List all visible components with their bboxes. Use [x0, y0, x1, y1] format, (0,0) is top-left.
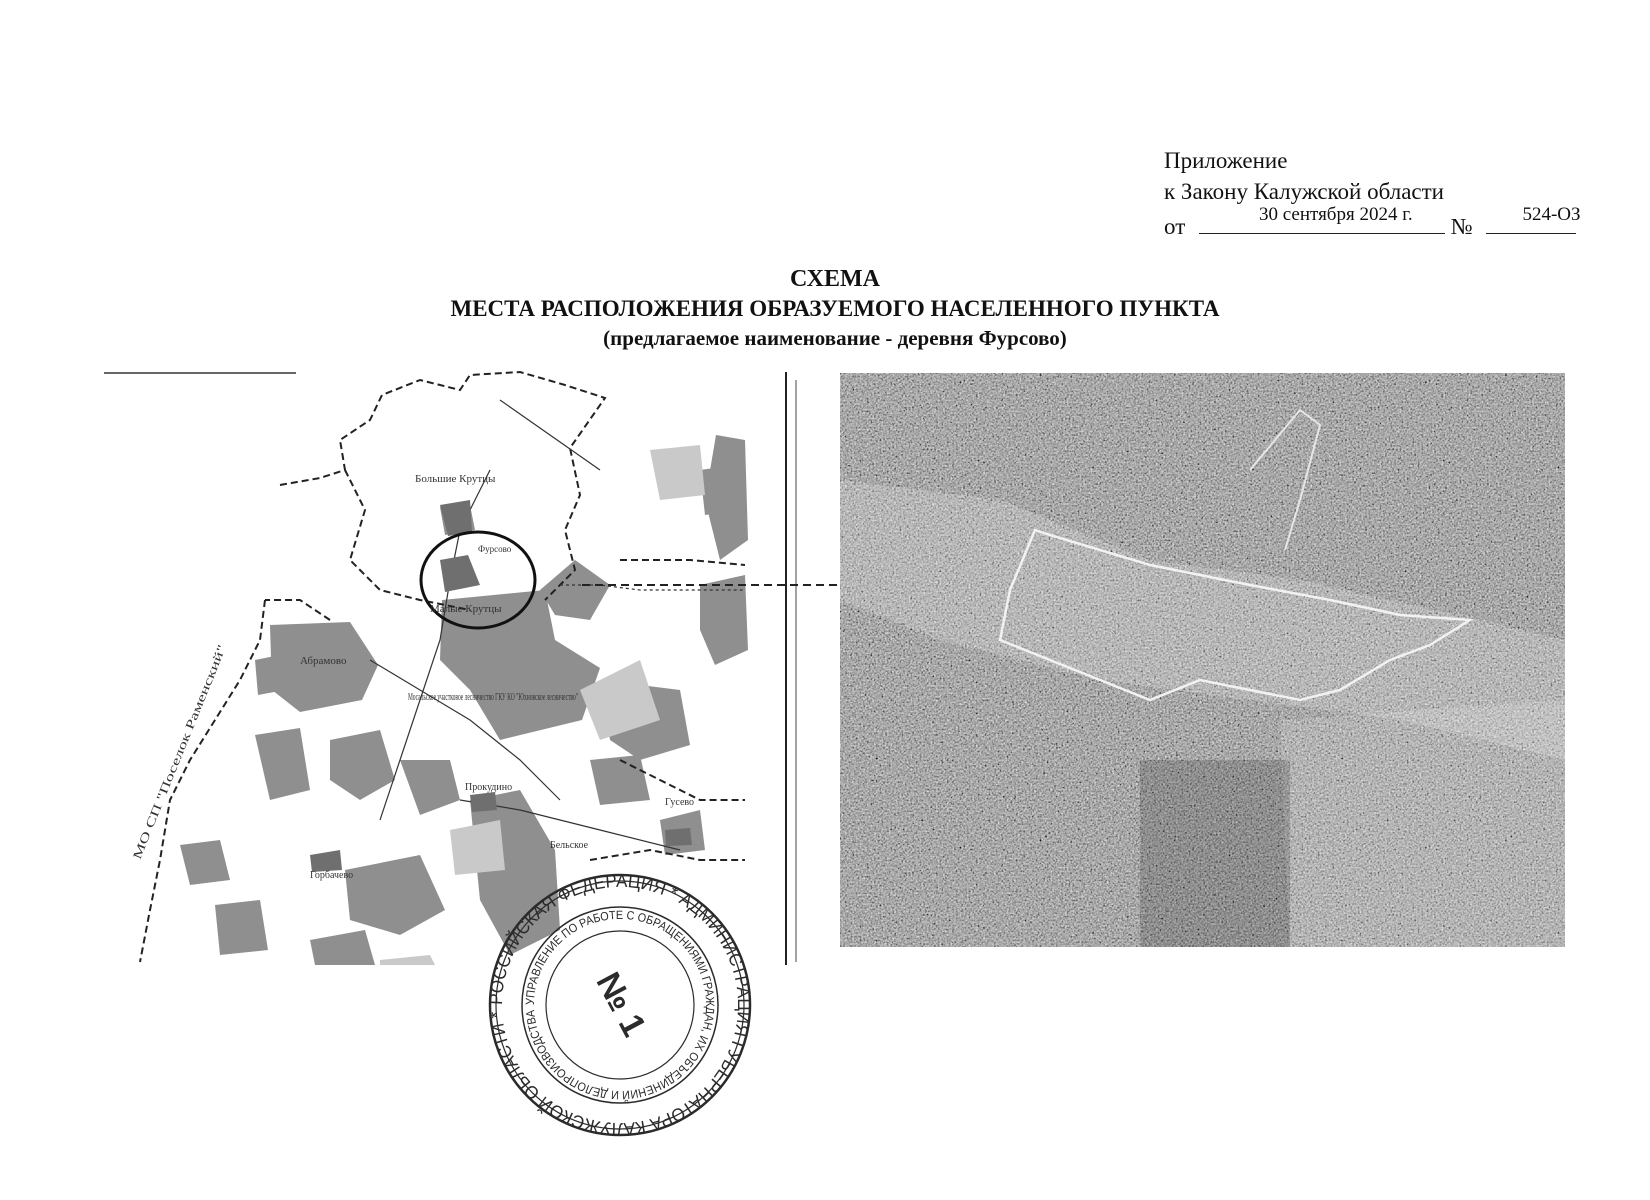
label-bolshie-krutsy: Большие Крутцы: [415, 473, 496, 485]
label-gorbachevo: Горбачево: [310, 870, 354, 881]
stamp-inner-text: УПРАВЛЕНИЕ ПО РАБОТЕ С ОБРАЩЕНИЯМИ ГРАЖДАН, ИХ ОБЪЕДИНЕНИЙ И ДЕЛОПРОИЗВОДСТВА: [522, 907, 718, 1103]
number-value: 524-ОЗ: [1522, 204, 1581, 225]
page-title: СХЕМА: [789, 266, 881, 292]
label-boundary: МО СП "Поселок Раменский": [129, 713, 201, 862]
stamp-outer-text: РОССИЙСКАЯ ФЕДЕРАЦИЯ * АДМИНИСТРАЦИЯ ГУБЕРНАТОРА КАЛУЖСКОЙ ОБЛАСТИ *: [485, 870, 755, 1140]
label-forest: Мосальское участковое лесничество ГКУ КО "Юхновское лесничество": [408, 691, 578, 703]
appendix-line1: Приложение: [1164, 148, 1288, 173]
label-malye-krutsy: Малые Крутцы: [430, 603, 502, 615]
overview-map: [104, 372, 838, 965]
page-subtitle: МЕСТА РАСПОЛОЖЕНИЯ ОБРАЗУЕМОГО НАСЕЛЕННОГО ПУНКТА: [450, 296, 1220, 321]
label-prokudino: Прокудино: [465, 782, 513, 793]
appendix-line2: к Закону Калужской области: [1164, 179, 1444, 204]
label-belskoe: Бельское: [550, 840, 589, 851]
label-abramovo: Абрамово: [300, 655, 347, 667]
number-label: №: [1450, 214, 1473, 239]
label-fursovo: Фурсово: [478, 544, 512, 554]
date-value: 30 сентября 2024 г.: [1259, 204, 1413, 225]
stamp-number: № 1: [588, 966, 654, 1043]
page-caption: (предлагаемое наименование - деревня Фурсово): [603, 326, 1067, 350]
official-stamp: [486, 871, 754, 1139]
label-gusevo: Гусево: [665, 797, 695, 808]
from-label: от: [1164, 214, 1186, 239]
satellite-image: [840, 373, 1565, 947]
